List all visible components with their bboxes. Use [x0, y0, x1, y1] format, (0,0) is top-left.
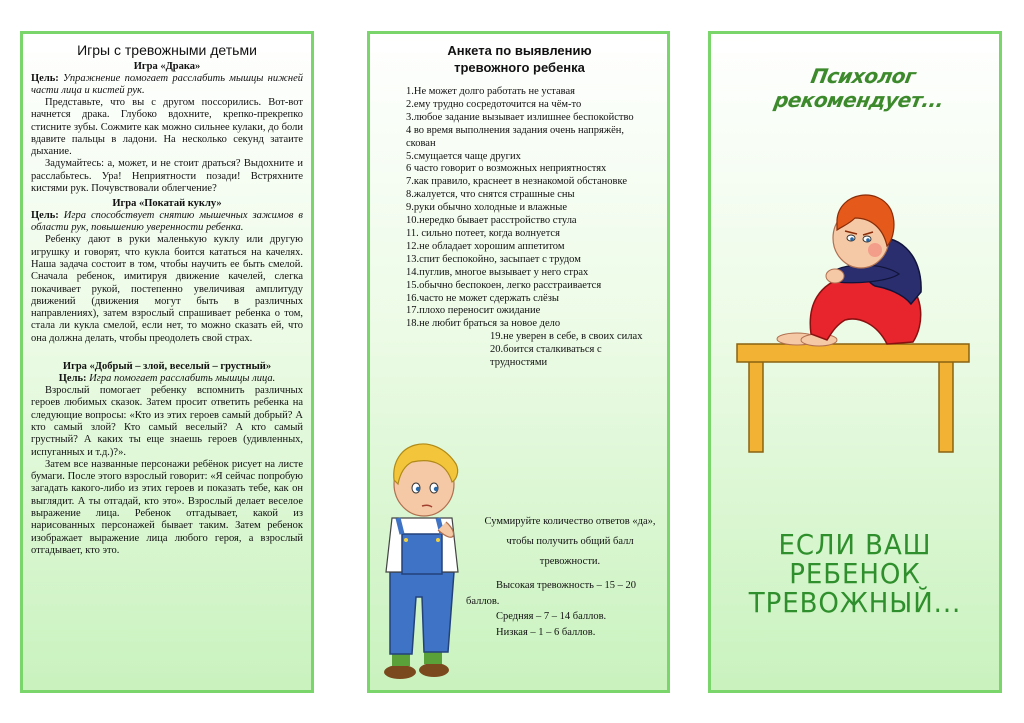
game3-goal — [31, 373, 303, 385]
game1-title: Игра «Драка» — [133, 61, 201, 72]
level-high: Высокая тревожность – 15 – 20 баллов. — [466, 580, 636, 607]
level-low: Низкая – 1 – 6 баллов. — [496, 626, 596, 638]
game2-paragraph: Ребенку дают в руки маленькую куклу или другую игрушку и говорят, что кукла боится кататься на качелях. Наша задача состоит в том, чтобы научить ее быть смелой. Сначала ребенок, имитируя движение качелей, слегка покачивает рукой, постепенно увеличивая амплитуду движений (движения могут быть в различных направлениях), затем взрослый спрашивает ребенка о том, стала ли кукла смелой, если нет, то можно сказать ей, что она должна делать, чтобы преодолеть свой страх. — [31, 234, 303, 344]
game2-title: Игра «Покатай куклу» — [112, 198, 222, 210]
question-item: 10.нередко бывает расстройство стула — [406, 215, 577, 227]
question-item: 9.руки обычно холодные и влажные — [406, 202, 568, 214]
question-item: 18.не любит браться за новое дело — [406, 318, 561, 330]
game1-goal — [31, 73, 303, 97]
question-item: 6 часто говорит о возможных неприятностях — [406, 163, 607, 175]
game3-paragraph: Взрослый помогает ребенку вспомнить различных героев любимых сказок. Затем просит ответить ребенка на следующие вопросы: «Кто из этих героев самый добрый? А кто самый злой? Кто самый веселый? А кто самый грустный? А каких ты еще знаешь героев (удивленных, испуганных и т.д.)?». — [31, 385, 303, 458]
questionnaire-title: Анкета по выявлению тревожного ребенка — [447, 43, 592, 75]
psychologist-header: Психолог рекомендует... — [772, 64, 946, 112]
game1-paragraph: Задумайтесь: а, может, и не стоит драться? Выдохните и расслабьтесь. Ура! Неприятности позади! Встряхните кистями рук. Почувствовали облегчение? — [31, 158, 303, 195]
brochure-title-line: РЕБЕНОК — [789, 557, 921, 590]
question-item: 13.спит беспокойно, засыпает с трудом — [406, 253, 581, 265]
brochure-title-line: ТРЕВОЖНЫЙ... — [748, 586, 962, 619]
anxiety-levels — [466, 578, 666, 640]
games-panel — [20, 31, 314, 693]
question-item: 8.жалуется, что снятся страшные сны — [406, 189, 575, 201]
question-item: 16.часто не может сдержать слёзы — [406, 292, 559, 304]
question-item: 5.смущается чаще других — [406, 150, 521, 162]
question-item: 1.Не может долго работать не уставая — [406, 86, 575, 97]
game2-goal-label: Цель: — [31, 210, 59, 222]
questionnaire-panel — [367, 31, 670, 693]
question-item: 11. сильно потеет, когда волнуется — [406, 227, 560, 239]
question-item: 19.не уверен в себе, в своих силах — [490, 331, 643, 343]
game1-paragraph: Представьте, что вы с другом поссорились. Вот-вот начнется драка. Глубоко вдохните, крепко-прекрепко стисните зубы. Сожмите как можно сильнее кулаки, до боли вдавите пальцы в ладони. На несколько секунд затаите дыхание. — [31, 97, 303, 158]
score-instructions: Суммируйте количество ответов «да», чтобы получить общий балл тревожности. — [484, 516, 656, 567]
question-item: 20.боится сталкиваться с трудностями — [490, 344, 602, 369]
question-item: 14.пуглив, многое вызывает у него страх — [406, 266, 589, 278]
game2-goal-text: Игра способствует снятию мышечных зажимов в области рук, повышению уверенности ребенка. — [31, 210, 303, 234]
brochure-title — [721, 530, 989, 617]
game3-goal-label: Цель: — [58, 373, 87, 385]
question-item: 12.не обладает хорошим аппетитом — [406, 240, 565, 252]
game1-goal-text: Упражнение помогает расслабить мышцы нижней части лица и кистей рук. — [31, 73, 303, 96]
question-item: 17.плохо переносит ожидание — [406, 305, 541, 317]
brochure-title-line: ЕСЛИ ВАШ — [778, 528, 932, 561]
questionnaire-list — [380, 86, 659, 370]
question-item: 4 во время выполнения задания очень напряжён, скован — [406, 124, 625, 149]
game3-title: Игра «Добрый – злой, веселый – грустный» — [62, 361, 272, 373]
games-panel-title: Игры с тревожными детьми — [77, 42, 257, 58]
game1-goal-label: Цель: — [31, 73, 59, 84]
sad-boy-on-bench-illustration — [727, 184, 987, 484]
question-item: 15.обычно беспокоен, легко расстраивается — [406, 279, 602, 291]
game3-goal-text: Игра помогает расслабить мышцы лица. — [89, 373, 276, 385]
game2-goal — [31, 210, 303, 234]
question-item: 3.любое задание вызывает излишнее беспокойство — [406, 111, 634, 123]
level-medium: Средняя – 7 – 14 баллов. — [496, 611, 607, 622]
thinking-blond-boy-illustration — [372, 422, 472, 684]
question-item: 2.ему трудно сосредоточится на чём-то — [406, 98, 582, 110]
cover-panel — [708, 31, 1002, 693]
question-item: 7.как правило, краснеет в незнакомой обстановке — [406, 176, 628, 188]
game3-paragraph: Затем все названные персонажи ребёнок рисует на листе бумаги. После этого взрослый говорит: «Я сейчас попробую загадать какого-либо из этих героев и показать тебе, как он выглядит. А ты отгадай, кто это». Взрослый делает веселое выражение лица. Ребенок отгадывает, какой из нарисованных персонажей бывает таким. Затем ребенок изображает выражение лица любого героя, а взрослый отгадывает, кто это. — [31, 458, 303, 556]
